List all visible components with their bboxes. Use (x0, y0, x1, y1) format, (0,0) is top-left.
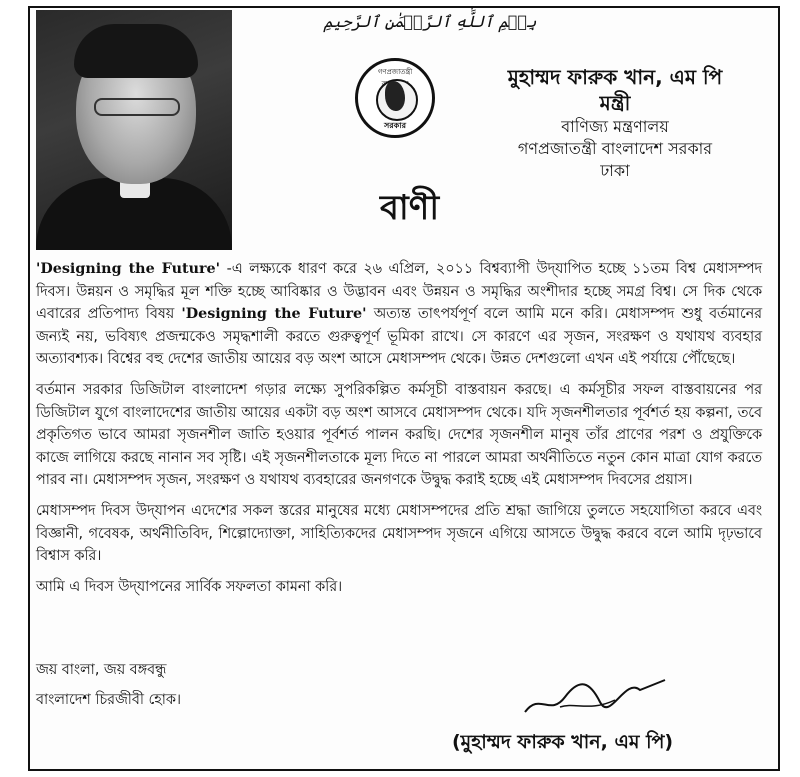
ministry-name: বাণিজ্য মন্ত্রণালয় (561, 117, 669, 136)
portrait-hair (74, 24, 198, 78)
paragraph-4: আমি এ দিবস উদ্‌যাপনের সার্বিক সফলতা কামনা করি। (36, 578, 343, 595)
paragraph-1 (36, 258, 762, 371)
bismillah-calligraphy: بِسۡمِ ٱللَّٰهِ ٱلرَّحۡمَٰنِ ٱلرَّحِيمِ (323, 12, 537, 31)
paragraph-3: মেধাসম্পদ দিবস উদ্‌যাপন এদেশের সকল স্তরের মানুষের মধ্যে মেধাসম্পদের প্রতি শ্রদ্ধা জাগিয়ে তুলতে সহযোগিতা করবে এবং বিজ্ঞানী, গবেষক, অর্থনীতিবিদ, শিল্পোদ্যোক্তা, সাহিত্যিকদের মেধাসম্পদ সৃজনে এগিয়ে আসতে উদ্বুদ্ধ করবে বলে আমি দৃঢ়ভাবে বিশ্বাস করি। (36, 502, 762, 565)
city-name: ঢাকা (600, 161, 630, 180)
portrait-glasses (94, 98, 180, 116)
paragraph-2: বর্তমান সরকার ডিজিটাল বাংলাদেশ গড়ার লক্ষ্যে সুপরিকল্পিত কর্মসূচী বাস্তবায়ন করছে। এ কর্মসূচীর সফল বাস্তবায়নের পর ডিজিটাল যুগে বাংলাদেশের জাতীয় আয়ের একটা বড় অংশ আসবে মেধাসম্পদ থেকে। যদি সৃজনশীলতার পূর্বশর্ত হয় কল্পনা, তবে প্রকৃতিগত ভাবে আমরা সৃজনশীল জাতি হওয়ার পূর্বশর্ত পালন করছি। দেশের সৃজনশীল মানুষ তাঁর প্রাণের পরশ ও প্রযুক্তিকে কাজে লাগিয়ে করছে নানান সব সৃষ্টি। এই সৃজনশীলতাকে মূল্য দিতে না পারলে আমরা অর্থনীতিতে নতুন কোন মাত্রা যোগ করতে পারব না। মেধাসম্পদ সৃজন, সংরক্ষণ ও যথাযথ ব্যবহারের জনগণকে উদ্বুদ্ধ করাই হচ্ছে এই মেধাসম্পদ দিবসের প্রয়াস। (36, 381, 762, 489)
theme-highlight-1: 'Designing the Future' (36, 261, 220, 277)
government-seal-icon (355, 58, 435, 138)
seal-top-text: গণপ্রজাতন্ত্রী (377, 68, 413, 76)
slogan-joy-bangla: জয় বাংলা, জয় বঙ্গবন্ধু (36, 662, 167, 678)
message-title: বাণী (380, 188, 440, 228)
minister-role: মন্ত্রী (599, 91, 631, 115)
minister-name: মুহাম্মদ ফারুক খান, এম পি (507, 65, 723, 89)
paragraph-1-part-a: -এ লক্ষ্যকে ধারণ করে ২৬ এপ্রিল, ২০১১ বিশ্বব্যাপী উদ্‌যাপিত হচ্ছে ১১তম বিশ্ব মেধাসম্পদ দিবস। উন্নয়ন ও সমৃদ্ধির মূল শক্তি হচ্ছে আবিষ্কার ও উদ্ভাবন এবং উন্নয়ন ও সমৃদ্ধির অংশীদার হচ্ছে সমগ্র বিশ্ব। সে দিক থেকে এবারের প্রতিপাদ্য বিষয় (36, 261, 762, 323)
handwritten-signature (520, 672, 670, 722)
minister-portrait (36, 10, 232, 250)
message-body (36, 258, 762, 606)
government-name: গণপ্রজাতন্ত্রী বাংলাদেশ সরকার (517, 139, 713, 158)
seal-bottom-text: সরকার (383, 121, 406, 130)
theme-highlight-2: 'Designing the Future' (181, 306, 367, 323)
signature-name: (মুহাম্মদ ফারুক খান, এম পি) (452, 731, 674, 753)
paragraph-1-part-b: অত্যন্ত তাৎপর্যপূর্ণ বলে আমি মনে করি। মেধাসম্পদ শুধু বর্তমানের জন্যই নয়, ভবিষ্যৎ প্রজন্মকেও সমৃদ্ধশালী করতে গুরুত্বপূর্ণ ভূমিকা রাখে। সে কারণে এর সৃজন, সংরক্ষণ ও যথাযথ ব্যবহার অত্যাবশ্যক। বিশ্বের বহু দেশের জাতীয় আয়ের বড় অংশ আসে মেধাসম্পদ থেকে। উন্নত দেশগুলো এখন এই পর্যায়ে পৌঁছেছে। (36, 306, 763, 368)
slogan-long-live-bangladesh: বাংলাদেশ চিরজীবী হোক। (36, 692, 182, 708)
minister-info (470, 64, 760, 182)
